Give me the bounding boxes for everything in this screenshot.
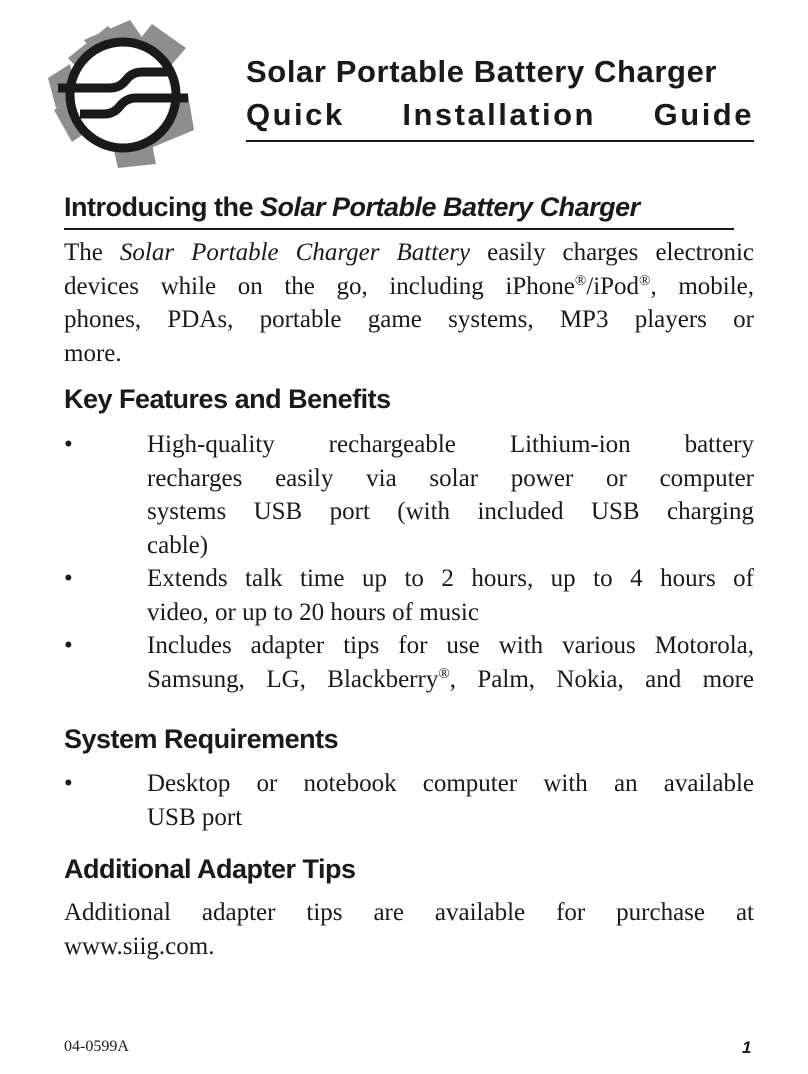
siig-logo-icon bbox=[48, 18, 198, 168]
page-number: 1 bbox=[742, 1038, 752, 1057]
paragraph-line: www.siig.com. bbox=[64, 932, 215, 960]
text-run: , Palm, Nokia, and more bbox=[449, 665, 755, 693]
adapter-tips-paragraph bbox=[64, 896, 754, 963]
intro-heading-rule bbox=[64, 228, 734, 230]
bullet-icon: • bbox=[64, 632, 73, 659]
list-item bbox=[64, 562, 754, 629]
text-run: The bbox=[64, 239, 120, 266]
bullet-icon: • bbox=[64, 565, 73, 592]
list-item-line: USB port bbox=[147, 803, 243, 831]
list-item-line bbox=[147, 663, 754, 697]
title-word-guide: Guide bbox=[653, 97, 754, 132]
system-requirements-heading: System Requirements bbox=[64, 724, 339, 754]
registered-mark: ® bbox=[574, 272, 587, 289]
paragraph-line bbox=[64, 270, 754, 304]
registered-mark: ® bbox=[639, 272, 651, 289]
features-list bbox=[64, 428, 754, 696]
document-code: 04-0599A bbox=[64, 1038, 129, 1055]
title-word-quick: Quick bbox=[246, 97, 345, 132]
intro-heading-product: Solar Portable Battery Charger bbox=[259, 192, 640, 222]
text-run: easily charges electronic bbox=[470, 239, 754, 266]
text-run: devices while on the go, including iPhone bbox=[64, 272, 575, 300]
intro-heading bbox=[64, 190, 640, 224]
text-run: /iPod bbox=[586, 272, 640, 300]
title-word-installation: Installation bbox=[402, 97, 596, 132]
list-item-line: video, or up to 20 hours of music bbox=[147, 598, 479, 626]
features-heading: Key Features and Benefits bbox=[64, 384, 391, 414]
document-title bbox=[246, 52, 754, 135]
paragraph-line: phones, PDAs, portable game systems, MP3 players or bbox=[64, 306, 754, 333]
list-item-line: cable) bbox=[147, 531, 209, 559]
list-item-line: recharges easily via solar power or computer bbox=[147, 464, 754, 492]
title-guide-name bbox=[246, 95, 754, 135]
list-item-line: Extends talk time up to 2 hours, up to 4 hours of bbox=[147, 565, 754, 592]
list-item-line: Includes adapter tips for use with various Motorola, bbox=[147, 632, 754, 659]
intro-heading-prefix: Introducing the bbox=[64, 192, 260, 222]
title-rule bbox=[246, 140, 754, 142]
paragraph-line: more. bbox=[64, 339, 122, 367]
title-product-name: Solar Portable Battery Charger bbox=[246, 54, 718, 89]
list-item bbox=[64, 428, 754, 562]
bullet-icon: • bbox=[64, 770, 73, 797]
text-run: , mobile, bbox=[650, 272, 754, 300]
list-item-line: High-quality rechargeable Lithium-ion battery bbox=[147, 431, 754, 458]
list-item bbox=[64, 767, 754, 834]
registered-mark: ® bbox=[438, 665, 450, 682]
adapter-tips-heading: Additional Adapter Tips bbox=[64, 854, 356, 884]
intro-paragraph bbox=[64, 236, 754, 370]
paragraph-line: Additional adapter tips are available for purchase at bbox=[64, 899, 754, 926]
list-item-line: systems USB port (with included USB charging bbox=[147, 498, 754, 525]
text-run: Samsung, LG, Blackberry bbox=[147, 665, 439, 693]
paragraph-line bbox=[64, 236, 754, 270]
list-item-line: Desktop or notebook computer with an available bbox=[147, 770, 754, 797]
system-requirements-list bbox=[64, 767, 754, 834]
product-name-italic: Solar Portable Charger Battery bbox=[119, 239, 471, 266]
bullet-icon: • bbox=[64, 431, 73, 458]
list-item bbox=[64, 629, 754, 696]
